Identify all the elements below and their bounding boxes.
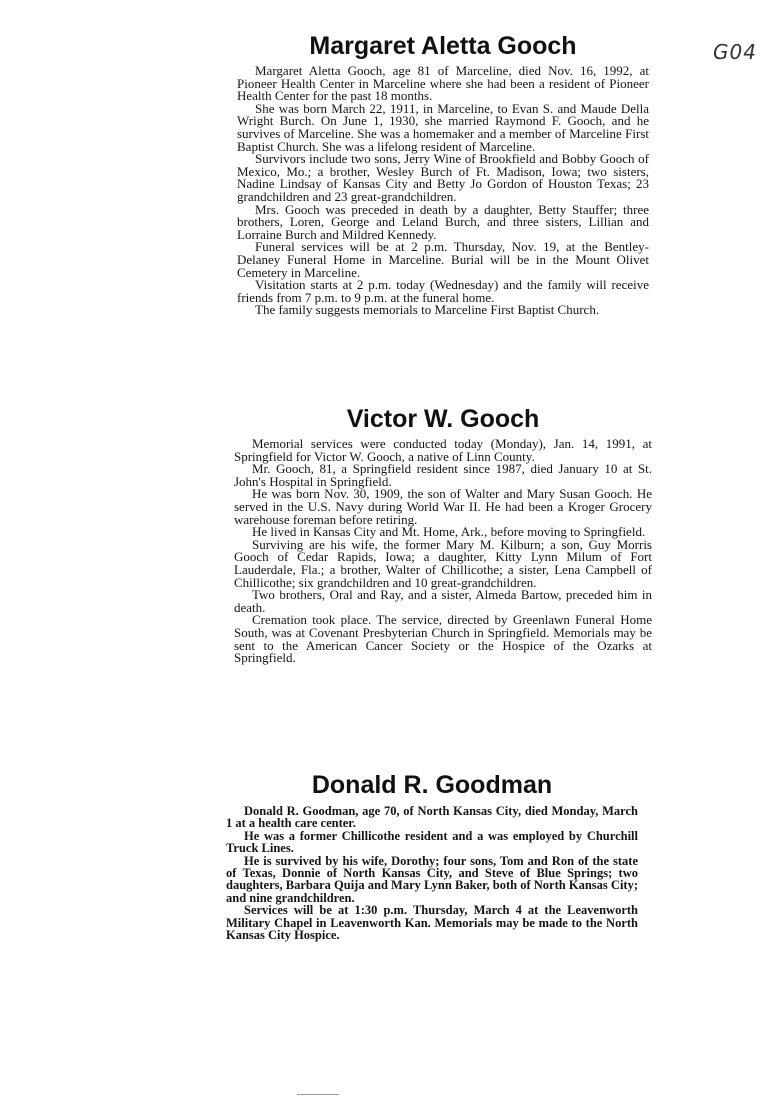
obituary-paragraph: Mrs. Gooch was preceded in death by a daughter, Betty Stauffer; three brothers, Loren, George and Leland Burch, and three sisters, Lillian and Lorraine Burch and Mildred Kennedy.	[237, 201, 649, 242]
obituary-paragraph: The family suggests memorials to Marceline First Baptist Church.	[255, 302, 600, 318]
obituary-victor-gooch	[234, 405, 652, 665]
obituary-paragraph: He was born Nov. 30, 1909, the son of Walter and Mary Susan Gooch. He served in the U.S. Navy during World War II. He had been a Kroger Grocery warehouse foreman before retiring.	[234, 486, 652, 527]
obituary-paragraph: She was born March 22, 1911, in Marceline, to Evan S. and Maude Della Wright Burch. On June 1, 1930, she married Raymond F. Gooch, and he survives of Marceline. She was a homemaker and a member of Marceline First Baptist Church. She was a lifelong resident of Marceline.	[237, 100, 649, 154]
obituary-paragraph: Cremation took place. The service, directed by Greenlawn Funeral Home South, was at Covenant Presbyterian Church in Springfield. Memorials may be sent to the American Cancer Society or the Hospice of the Ozarks at Springfield.	[234, 612, 652, 666]
obituary-paragraph: Services will be at 1:30 p.m. Thursday, March 4 at the Leavenworth Military Chapel in Leavenworth Kan. Memorials may be made to the North Kansas City Hospice.	[226, 903, 638, 943]
obituary-name: Margaret Aletta Gooch	[309, 32, 577, 60]
obituary-paragraph: He is survived by his wife, Dorothy; four sons, Tom and Ron of the state of Texas, Donnie of North Kansas City, and Steve of Blue Springs; two daughters, Barbara Quija and Mary Lynn Baker, both of North Kansas City; and nine grandchildren.	[226, 853, 638, 905]
obituary-paragraph: Funeral services will be at 2 p.m. Thursday, Nov. 19, at the Bentley-Delaney Funeral Home in Marceline. Burial will be in the Mount Olivet Cemetery in Marceline.	[237, 239, 649, 280]
obituary-paragraph: He was a former Chillicothe resident and a was employed by Churchill Truck Lines.	[226, 828, 638, 856]
obituary-donald-goodman	[226, 771, 638, 941]
obituary-paragraph: Mr. Gooch, 81, a Springfield resident since 1987, died January 10 at St. John's Hospital in Springfield.	[234, 461, 652, 489]
scan-edge-mark	[297, 1094, 339, 1095]
obituary-paragraph: Survivors include two sons, Jerry Wine of Brookfield and Bobby Gooch of Mexico, Mo.; a brother, Wesley Burch of Ft. Madison, Iowa; two sisters, Nadine Lindsay of Kansas City and Betty Jo Gordon of Houston Texas; 23 grandchildren and 23 great-grandchildren.	[237, 151, 649, 204]
obituary-body	[234, 438, 652, 665]
obituary-paragraph: Memorial services were conducted today (Monday), Jan. 14, 1991, at Springfield for Victor W. Gooch, a native of Linn County.	[234, 436, 652, 464]
obituary-paragraph: Margaret Aletta Gooch, age 81 of Marceline, died Nov. 16, 1992, at Pioneer Health Center in Marceline where she had been a resident of Pioneer Health Center for the past 18 months.	[237, 63, 649, 104]
obituary-paragraph: Surviving are his wife, the former Mary M. Kilburn; a son, Guy Morris Gooch of Cedar Rapids, Iowa; a daughter, Kitty Lynn Milum of Fort Lauderdale, Fla.; a brother, Walter of Chillicothe; a sister, Lena Campbell of Chillicothe; six grandchildren and 10 great-grandchildren.	[234, 536, 652, 590]
obituary-paragraph: He lived in Kansas City and Mt. Home, Ark., before moving to Springfield.	[252, 524, 646, 540]
obituary-paragraph: Visitation starts at 2 p.m. today (Wednesday) and the family will receive friends from 7 p.m. to 9 p.m. at the funeral home.	[237, 277, 649, 305]
obituary-body	[226, 805, 638, 941]
obituary-body	[237, 65, 649, 317]
obituary-paragraph: Donald R. Goodman, age 70, of North Kansas City, died Monday, March 1 at a health care center.	[226, 804, 638, 831]
obituary-margaret-gooch	[237, 32, 649, 317]
obituary-name: Donald R. Goodman	[311, 771, 553, 799]
obituary-name: Victor W. Gooch	[346, 405, 540, 433]
handwritten-file-code: G04	[713, 40, 757, 64]
obituary-paragraph: Two brothers, Oral and Ray, and a sister, Almeda Bartow, preceded him in death.	[234, 587, 652, 615]
